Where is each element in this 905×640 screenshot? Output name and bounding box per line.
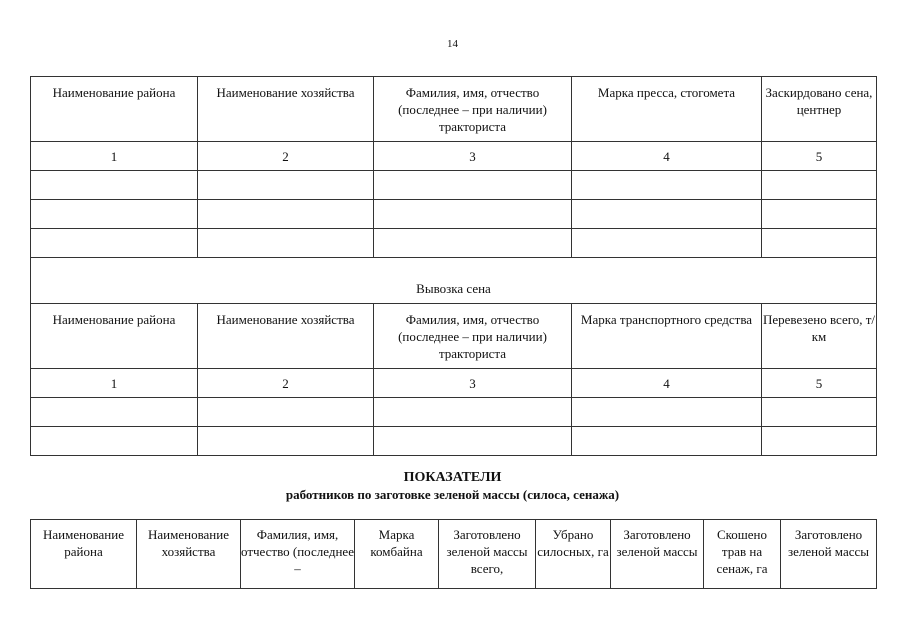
table-cell[interactable] xyxy=(198,229,374,258)
header-driver-name: Фамилия, имя, отчество (последнее – при наличии) тракториста xyxy=(374,304,572,369)
column-number: 5 xyxy=(762,369,877,398)
table-cell[interactable] xyxy=(374,398,572,427)
table-header-row xyxy=(31,520,877,589)
column-number: 4 xyxy=(572,142,762,171)
table-row xyxy=(31,200,877,229)
table-header-row xyxy=(31,304,877,369)
header-combine-model: Марка комбайна xyxy=(355,520,439,589)
table-row xyxy=(31,398,877,427)
table-cell[interactable] xyxy=(31,398,198,427)
table-cell[interactable] xyxy=(374,171,572,200)
table-cell[interactable] xyxy=(198,427,374,456)
column-number-row xyxy=(31,142,877,171)
table-cell[interactable] xyxy=(31,427,198,456)
table-cell[interactable] xyxy=(762,200,877,229)
header-district: Наименование района xyxy=(31,77,198,142)
green-mass-table xyxy=(30,519,877,589)
table-cell[interactable] xyxy=(572,427,762,456)
column-number: 5 xyxy=(762,142,877,171)
indicators-subtitle: работников по заготовке зеленой массы (силоса, сенажа) xyxy=(285,487,620,502)
section-title: Вывозка сена xyxy=(31,258,877,304)
table-cell[interactable] xyxy=(572,398,762,427)
header-district: Наименование района xyxy=(31,304,198,369)
column-number-row xyxy=(31,369,877,398)
table-cell[interactable] xyxy=(374,200,572,229)
header-farm: Наименование хозяйства xyxy=(137,520,241,589)
header-farm: Наименование хозяйства xyxy=(198,304,374,369)
table-cell[interactable] xyxy=(31,200,198,229)
column-number: 3 xyxy=(374,369,572,398)
page-number: 14 xyxy=(447,38,458,50)
header-transported-total: Перевезено всего, т/км xyxy=(762,304,877,369)
table-cell[interactable] xyxy=(762,427,877,456)
column-number: 1 xyxy=(31,142,198,171)
table-cell[interactable] xyxy=(762,229,877,258)
table-cell[interactable] xyxy=(198,171,374,200)
header-press-model: Марка пресса, стогомета xyxy=(572,77,762,142)
table-cell[interactable] xyxy=(198,398,374,427)
table-row xyxy=(31,229,877,258)
table-header-row xyxy=(31,77,877,142)
header-green-mass-haylage: Заготовлено зеленой массы xyxy=(781,520,877,589)
header-green-mass: Заготовлено зеленой массы xyxy=(611,520,704,589)
header-vehicle-model: Марка транспортного средства xyxy=(572,304,762,369)
header-driver-name: Фамилия, имя, отчество (последнее – при наличии) тракториста xyxy=(374,77,572,142)
hay-stacking-table xyxy=(30,76,877,456)
header-silage-harvested: Убрано силосных, га xyxy=(536,520,611,589)
table-cell[interactable] xyxy=(31,171,198,200)
table-cell[interactable] xyxy=(31,229,198,258)
column-number: 4 xyxy=(572,369,762,398)
table-cell[interactable] xyxy=(762,171,877,200)
table-cell[interactable] xyxy=(572,200,762,229)
table-cell[interactable] xyxy=(198,200,374,229)
column-number: 2 xyxy=(198,142,374,171)
header-green-mass-total: Заготовлено зеленой массы всего, xyxy=(439,520,536,589)
column-number: 2 xyxy=(198,369,374,398)
column-number: 1 xyxy=(31,369,198,398)
table-cell[interactable] xyxy=(762,398,877,427)
table-row xyxy=(31,427,877,456)
indicators-title: ПОКАЗАТЕЛИ xyxy=(403,470,502,485)
table-cell[interactable] xyxy=(572,229,762,258)
table-row xyxy=(31,171,877,200)
table-cell[interactable] xyxy=(374,427,572,456)
header-district: Наименование района xyxy=(31,520,137,589)
header-worker-name: Фамилия, имя, отчество (последнее – xyxy=(241,520,355,589)
section-title-row xyxy=(31,258,877,304)
header-farm: Наименование хозяйства xyxy=(198,77,374,142)
header-grass-mowed: Скошено трав на сенаж, га xyxy=(704,520,781,589)
header-hay-stacked: Заскирдовано сена, центнер xyxy=(762,77,877,142)
table-cell[interactable] xyxy=(572,171,762,200)
column-number: 3 xyxy=(374,142,572,171)
table-cell[interactable] xyxy=(374,229,572,258)
